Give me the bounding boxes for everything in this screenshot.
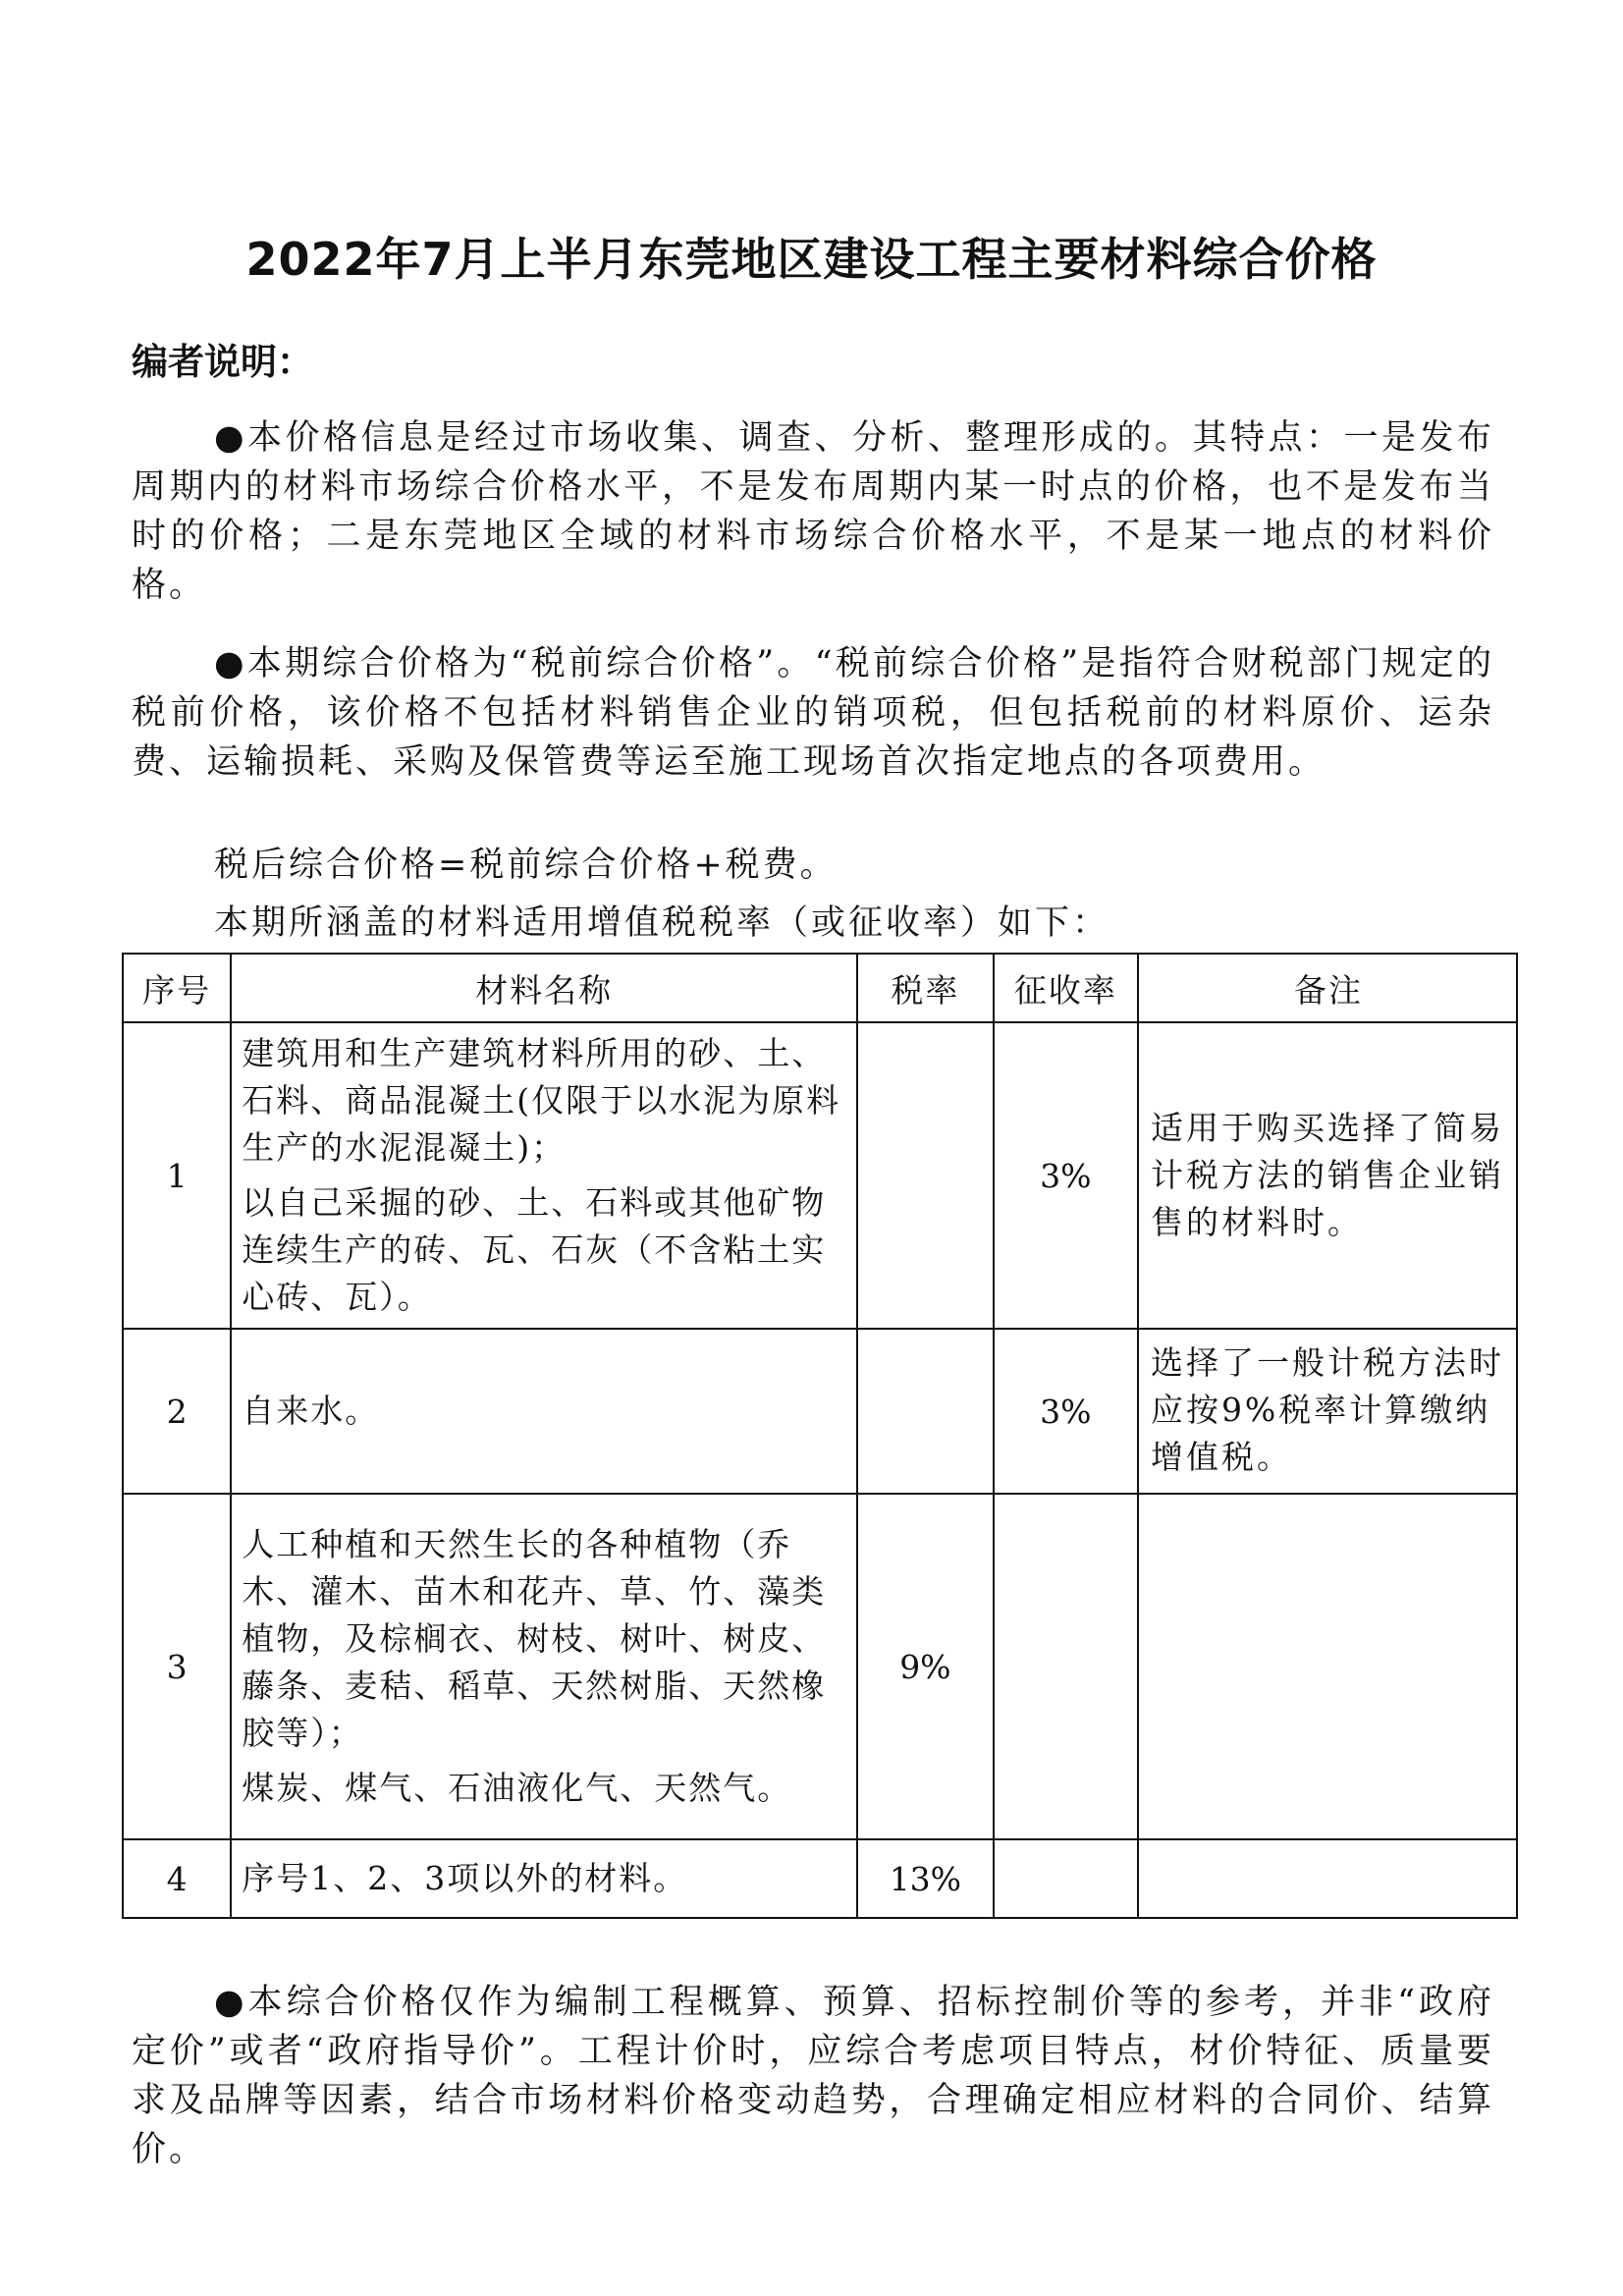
row-no: 2	[123, 1329, 231, 1494]
row-note	[1138, 1839, 1517, 1918]
row-no: 1	[123, 1022, 231, 1329]
row-name	[231, 1839, 857, 1918]
table-row	[123, 1022, 1517, 1329]
row-name	[231, 1329, 857, 1494]
row-name	[231, 1494, 857, 1839]
editor-note-heading: 编者说明：	[132, 341, 313, 383]
table-row	[123, 1839, 1517, 1918]
header-no: 序号	[123, 954, 231, 1022]
row-name-part-a: 自来水。	[242, 1392, 380, 1430]
page-title: 2022年7月上半月东莞地区建设工程主要材料综合价格	[245, 233, 1378, 286]
row-name-part-a: 人工种植和天然生长的各种植物（乔木、灌木、苗木和花卉、草、竹、藻类植物，及棕榈衣、树枝、树叶、树皮、藤条、麦秸、稻草、天然树脂、天然橡胶等）；	[242, 1525, 827, 1752]
table-row	[123, 1494, 1517, 1839]
row-no: 4	[123, 1839, 231, 1918]
row-name	[231, 1022, 857, 1329]
table-row	[123, 1329, 1517, 1494]
table-header-row	[123, 954, 1517, 1022]
row-note: 适用于购买选择了简易计税方法的销售企业销售的材料时。	[1138, 1022, 1517, 1329]
header-name: 材料名称	[231, 954, 857, 1022]
row-name-part-a: 建筑用和生产建筑材料所用的砂、土、石料、商品混凝土(仅限于以水泥为原料生产的水泥混凝土)；	[242, 1034, 841, 1167]
row-name-part-b: 煤炭、煤气、石油液化气、天然气。	[242, 1769, 792, 1807]
table-intro: 本期所涵盖的材料适用增值税税率（或征收率）如下：	[214, 903, 1110, 943]
formula-line: 税后综合价格=税前综合价格+税费。	[214, 846, 838, 885]
paragraph-pretax-price: ●本期综合价格为“税前综合价格”。“税前综合价格”是指符合财税部门规定的税前价格，该价格不包括材料销售企业的销项税，但包括税前的材料原价、运杂费、运输损耗、采购及保管费等运至施工现场首次指定地点的各项费用。	[132, 644, 1494, 782]
paragraph-reference-only: ●本综合价格仅作为编制工程概算、预算、招标控制价等的参考，并非“政府定价”或者“政府指导价”。工程计价时，应综合考虑项目特点，材价特征、质量要求及品牌等因素，结合市场材料价格变动趋势，合理确定相应材料的合同价、结算价。	[132, 1983, 1494, 2169]
row-rate	[857, 1022, 994, 1329]
row-levy	[994, 1839, 1138, 1918]
header-levy: 征收率	[994, 954, 1138, 1022]
row-note: 选择了一般计税方法时应按9%税率计算缴纳增值税。	[1138, 1329, 1517, 1494]
row-rate: 9%	[857, 1494, 994, 1839]
row-no: 3	[123, 1494, 231, 1839]
row-name-part-b: 以自己采掘的砂、土、石料或其他矿物连续生产的砖、瓦、石灰（不含粘土实心砖、瓦）。	[242, 1183, 827, 1316]
row-rate	[857, 1329, 994, 1494]
paragraph-price-info: ●本价格信息是经过市场收集、调查、分析、整理形成的。其特点：一是发布周期内的材料市场综合价格水平，不是发布周期内某一时点的价格，也不是发布当时的价格；二是东莞地区全域的材料市场综合价格水平，不是某一地点的材料价格。	[132, 418, 1494, 605]
row-levy: 3%	[994, 1022, 1138, 1329]
row-levy: 3%	[994, 1329, 1138, 1494]
row-rate: 13%	[857, 1839, 994, 1918]
header-rate: 税率	[857, 954, 994, 1022]
header-note: 备注	[1138, 954, 1517, 1022]
row-levy	[994, 1494, 1138, 1839]
row-name-part-a: 序号1、2、3项以外的材料。	[242, 1859, 688, 1897]
row-note	[1138, 1494, 1517, 1839]
tax-rate-table	[122, 953, 1518, 1919]
